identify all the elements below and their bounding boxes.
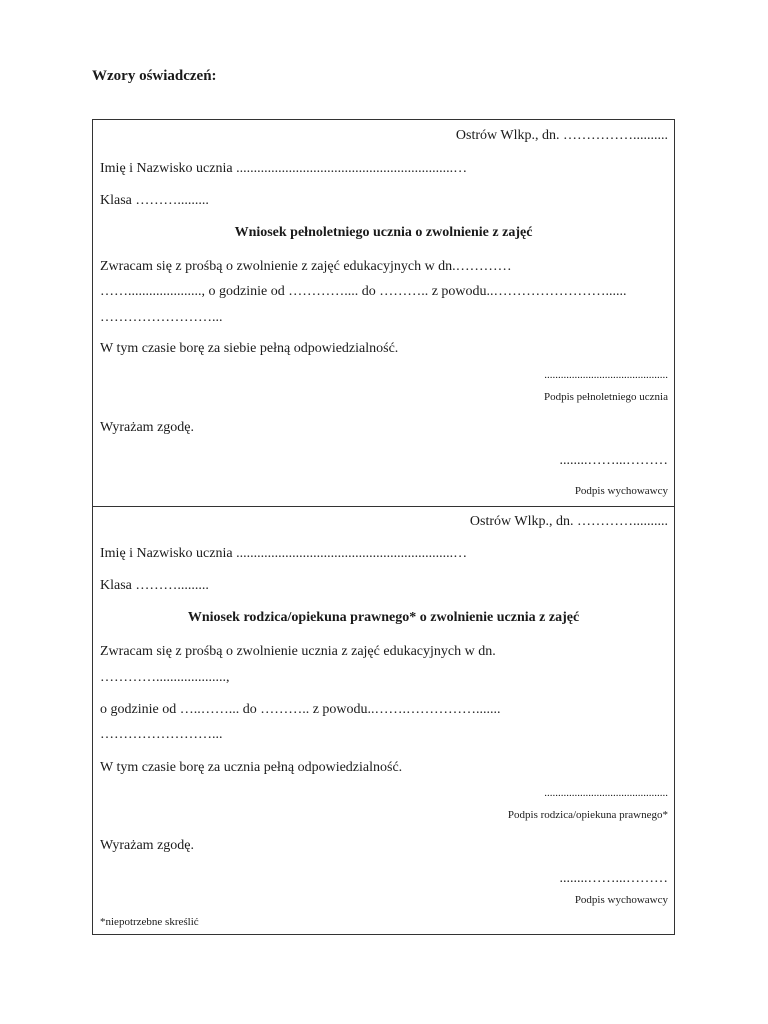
form-divider	[93, 506, 674, 507]
form1-request-line2: ……....................., o godzinie od ………….... do ……….. z powodu..……………………......	[100, 284, 627, 299]
form1-name-line: Imię i Nazwisko ucznia ..............................................................…	[100, 161, 468, 176]
form2-parent-signature-line: .............................................	[544, 787, 668, 799]
form2-consent: Wyrażam zgodę.	[100, 838, 194, 853]
forms-frame	[92, 119, 675, 935]
form2-name-line: Imię i Nazwisko ucznia ..............................................................…	[100, 546, 468, 561]
form2-responsibility: W tym czasie borę za ucznia pełną odpowiedzialność.	[100, 760, 403, 775]
form2-footnote: *niepotrzebne skreślić	[100, 916, 199, 928]
form1-request-line1: Zwracam się z prośbą o zwolnienie z zajęć edukacyjnych w dn.…………	[100, 259, 512, 274]
form1-consent: Wyrażam zgodę.	[100, 420, 194, 435]
form2-teacher-signature-label: Podpis wychowawcy	[574, 894, 668, 906]
form2-place-date: Ostrów Wlkp., dn. …………..........	[469, 514, 668, 529]
form1-responsibility: W tym czasie borę za siebie pełną odpowiedzialność.	[100, 341, 399, 356]
form2-request-line3: o godzinie od …..……... do ……….. z powodu..…….…………….......	[100, 702, 501, 717]
page-heading: Wzory oświadczeń:	[92, 68, 217, 84]
form1-request-line3: ……………………...	[100, 310, 223, 325]
form2-title: Wniosek rodzica/opiekuna prawnego* o zwolnienie ucznia z zajęć	[187, 610, 580, 625]
form2-parent-signature-label: Podpis rodzica/opiekuna prawnego*	[507, 809, 668, 821]
form1-class-line: Klasa ……….........	[100, 193, 209, 208]
form1-title: Wniosek pełnoletniego ucznia o zwolnienie z zajęć	[234, 225, 533, 240]
form2-teacher-signature-line: ........……...………	[559, 871, 668, 886]
form1-teacher-signature-label: Podpis wychowawcy	[574, 485, 668, 497]
form2-request-line4: ……………………...	[100, 727, 223, 742]
form2-request-line1: Zwracam się z prośbą o zwolnienie ucznia z zajęć edukacyjnych w dn.	[100, 644, 496, 659]
form2-class-line: Klasa ……….........	[100, 578, 209, 593]
form1-teacher-signature-line: ........……...………	[559, 453, 668, 468]
form1-student-signature-line: .............................................	[544, 369, 668, 381]
form1-place-date: Ostrów Wlkp., dn. ……………..........	[455, 128, 668, 143]
form2-request-line2: …………....................,	[100, 670, 230, 685]
form1-student-signature-label: Podpis pełnoletniego ucznia	[543, 391, 668, 403]
